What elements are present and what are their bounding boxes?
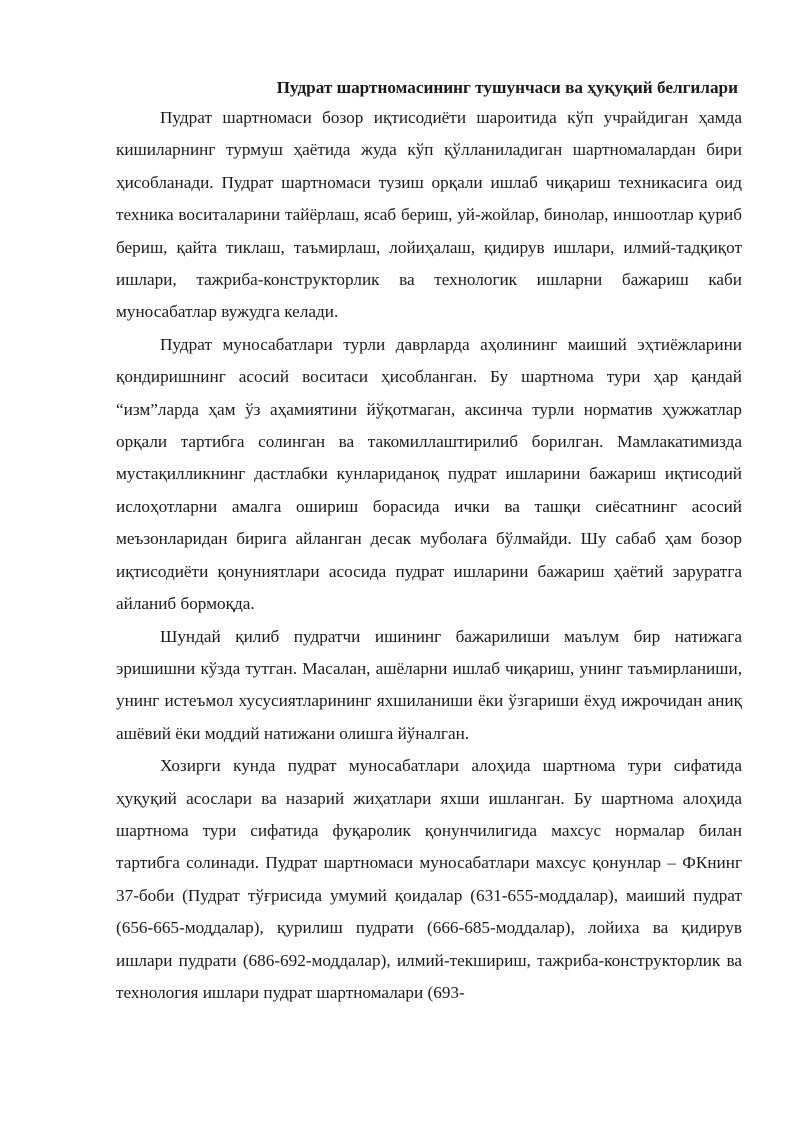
document-body xyxy=(116,74,742,1009)
document-title: Пудрат шартномасининг тушунчаси ва ҳуқуқий белгилари xyxy=(276,78,738,97)
paragraph-1: Пудрат шартномаси бозор иқтисодиёти шароитида кўп учрайдиган ҳамда кишиларнинг турмуш ҳаётида жуда кўп қўлланиладиган шартномалардан бири ҳисобланади. Пудрат шартномаси тузиш орқали ишлаб чиқариш техникасига оид техника воситаларини тайёрлаш, ясаб бериш, уй-жойлар, бинолар, иншоотлар қуриб бериш, қайта тиклаш, таъмирлаш, лойиҳалаш, қидирув ишлари, илмий-тадқиқот ишлари, тажриба-конструкторлик ва технологик ишларни бажариш каби муносабатлар вужудга келади. xyxy=(116,108,742,322)
paragraph-2: Пудрат муносабатлари турли даврларда аҳолининг маиший эҳтиёжларини қондиришнинг асосий воситаси ҳисобланган. Бу шартнома тури ҳар қандай “изм”ларда ҳам ўз аҳамиятини йўқотмаган, аксинча турли норматив ҳужжатлар орқали тартибга солинган ва такомиллаштирилиб борилган. Мамлакатимизда мустақилликнинг дастлабки кунлариданоқ пудрат ишларини бажариш иқтисодий ислоҳотларни амалга ошириш борасида ички ва ташқи сиёсатнинг асосий меъзонларидан бирига айланган десак муболаға бўлмайди. Шу сабаб ҳам бозор иқтисодиёти қонуниятлари асосида пудрат ишларини бажариш ҳаётий заруратга айланиб бормоқда. xyxy=(116,334,742,614)
paragraph-3: Шундай қилиб пудратчи ишининг бажарилиши маълум бир натижага эришишни кўзда тутган. Масалан, ашёларни ишлаб чиқариш, унинг таъмирланиши, унинг истеъмол хусусиятларининг яхшиланиши ёки ўзгариши ёхуд ижрочидан аниқ ашёвий ёки моддий натижани олишга йўналган. xyxy=(116,626,742,743)
paragraph-4: Хозирги кунда пудрат муносабатлари алоҳида шартнома тури сифатида ҳуқуқий асослари ва назарий жиҳатлари яхши ишланган. Бу шартнома алоҳида шартнома тури сифатида фуқаролик қонунчилигида махсус нормалар билан тартибга солинади. Пудрат шартномаси муносабатлари махсус қонунлар – ФКнинг 37-боби (Пудрат тўғрисида умумий қоидалар (631-655-моддалар), маиший пудрат (656-665-моддалар), қурилиш пудрати (666-685-моддалар), лойиха ва қидирув ишлари пудрати (686-692-моддалар), илмий-текшириш, тажриба-конструкторлик ва технология ишлари пудрат шартномалари (693- xyxy=(116,756,742,1002)
